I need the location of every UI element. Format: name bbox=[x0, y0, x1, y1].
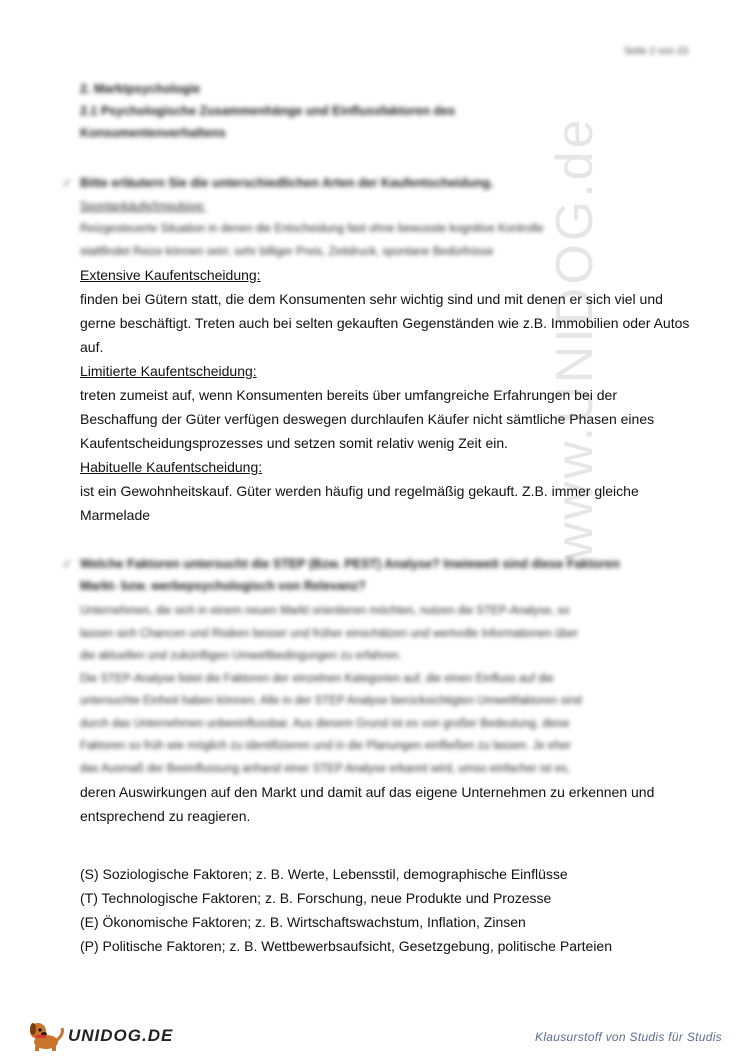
section-headings bbox=[80, 78, 680, 144]
factor-list bbox=[80, 862, 690, 958]
question-1 bbox=[62, 172, 692, 194]
blurred-paragraph bbox=[80, 600, 690, 780]
logo-text: UNIDOG.DE bbox=[68, 1026, 174, 1045]
text-line: Kaufentscheidungsprozesses und setzen somit relativ wenig Zeit ein. bbox=[80, 435, 509, 451]
text-line: das Ausmaß der Beeinflussung anhand einer STEP Analyse erkannt wird, umso einfacher ist es, bbox=[80, 762, 571, 775]
footer-slogan: Klausurstoff von Studis für Studis bbox=[535, 1030, 722, 1044]
check-icon: ✓ bbox=[62, 176, 73, 190]
subsection-spontan bbox=[80, 196, 690, 263]
text-line: Die STEP-Analyse listet die Faktoren der einzelnen Kategorien auf, die einen Einfluss auf die bbox=[80, 672, 554, 685]
subsection-title-habituell: Habituelle Kaufentscheidung: bbox=[80, 459, 263, 475]
heading-3: Konsumentenverhaltens bbox=[80, 126, 226, 140]
heading-2: 2.1 Psychologische Zusammenhänge und Einflussfaktoren des bbox=[80, 104, 456, 118]
text-line: die aktuellen und zukünftigen Umweltbedingungen zu erfahren. bbox=[80, 650, 402, 662]
text-line: Marmelade bbox=[80, 507, 151, 523]
text-line: Beschaffung der Güter verfügen deswegen durchlaufen Käufer nicht sämtliche Phasen eines bbox=[80, 411, 655, 427]
heading-1: 2. Marktpsychologie bbox=[80, 82, 201, 96]
text-line: untersuchte Einheit haben können. Alle in der STEP Analyse berücksichtigten Umweltfaktoren sind bbox=[80, 695, 582, 707]
text-line: lassen sich Chancen und Risiken besser und früher einschätzen und wertvolle Informationen über bbox=[80, 627, 578, 640]
text-line: entsprechend zu reagieren. bbox=[80, 808, 251, 824]
text-line: auf. bbox=[80, 339, 104, 355]
text-line: deren Auswirkungen auf den Markt und damit auf das eigene Unternehmen zu erkennen und bbox=[80, 784, 655, 800]
dog-icon bbox=[22, 1018, 66, 1052]
subsection-title-extensive: Extensive Kaufentscheidung: bbox=[80, 267, 261, 283]
text-line: treten zumeist auf, wenn Konsumenten bereits über umfangreiche Erfahrungen bei der bbox=[80, 387, 617, 403]
factor-item: (E) Ökonomische Faktoren; z. B. Wirtschaftswachstum, Inflation, Zinsen bbox=[80, 914, 526, 930]
question-2 bbox=[62, 553, 692, 597]
subsection-title: Spontankäufe/Impulsive: bbox=[80, 201, 206, 213]
text-line: finden bei Gütern statt, die dem Konsumenten sehr wichtig sind und mit denen er sich viel und bbox=[80, 291, 663, 307]
question-1-text: Bitte erläutern Sie die unterschiedlichen Arten der Kaufentscheidung. bbox=[80, 176, 494, 190]
text-line: durch das Unternehmen unbeeinflussbar. Aus diesem Grund ist es von großer Bedeutung, diese bbox=[80, 717, 570, 730]
answer-2 bbox=[80, 600, 690, 828]
factor-item: (T) Technologische Faktoren; z. B. Forschung, neue Produkte und Prozesse bbox=[80, 890, 552, 906]
watermark: www.UNIDOG.de bbox=[546, 116, 604, 560]
question-2-line: Markt- bzw. werbepsychologisch von Relevanz? bbox=[80, 579, 366, 593]
subsection-title-limitiert: Limitierte Kaufentscheidung: bbox=[80, 363, 257, 379]
check-icon: ✓ bbox=[62, 557, 73, 571]
text-line: Faktoren so früh wie möglich zu identifizieren und in die Planungen einfließen zu lassen. Je eher bbox=[80, 740, 571, 752]
text-line: Reizgesteuerte Situation in denen die Entscheidung fast ohne bewusste kognitive Kontrolle bbox=[80, 223, 544, 235]
question-2-line: Welche Faktoren untersucht die STEP (Bzw. PEST) Analyse? Inwieweit sind diese Faktoren bbox=[80, 557, 620, 571]
text-line: stattfindet Reize können sein: sehr billiger Preis, Zeitdruck, spontane Bedürfnisse bbox=[80, 245, 494, 258]
answer-1 bbox=[80, 196, 690, 527]
text-line: Unternehmen, die sich in einem neuen Markt orientieren möchten, nutzen die STEP-Analyse, so bbox=[80, 605, 570, 617]
page-number: Seite 2 von 23 bbox=[624, 46, 688, 57]
text-line: ist ein Gewohnheitskauf. Güter werden häufig und regelmäßig gekauft. Z.B. immer gleiche bbox=[80, 483, 639, 499]
unidog-logo[interactable] bbox=[22, 1018, 174, 1052]
factor-item: (S) Soziologische Faktoren; z. B. Werte, Lebensstil, demographische Einflüsse bbox=[80, 866, 568, 882]
text-line: gerne beschäftigt. Treten auch bei selten gekauften Gegenständen wie z.B. Immobilien oder Autos bbox=[80, 315, 690, 331]
factor-item: (P) Politische Faktoren; z. B. Wettbewerbsaufsicht, Gesetzgebung, politische Parteien bbox=[80, 938, 612, 954]
